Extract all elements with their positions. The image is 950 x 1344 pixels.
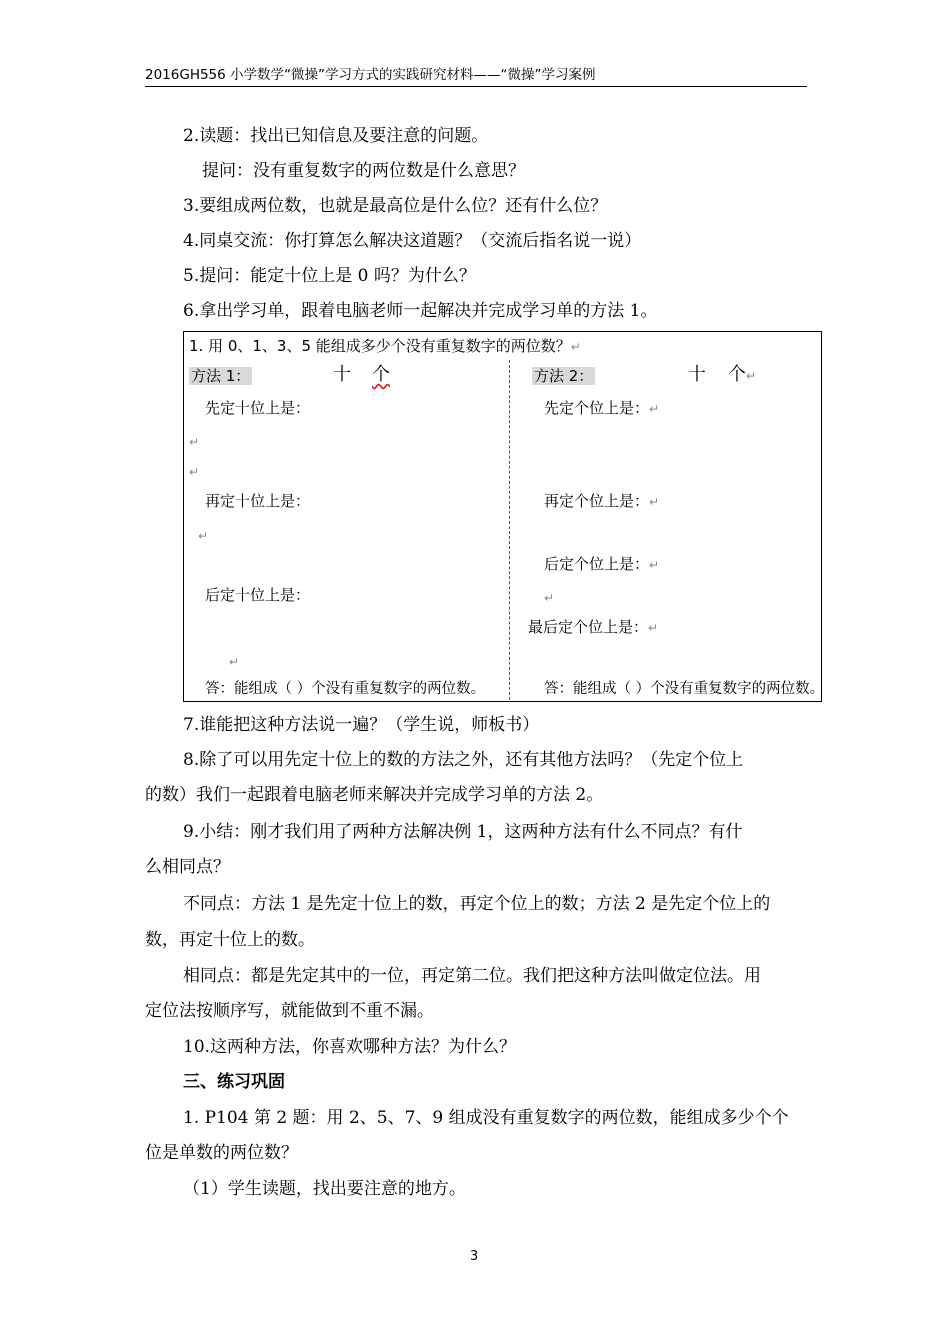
similarity-line-1: 相同点：都是先定其中的一位，再定第二位。我们把这种方法叫做定位法。用 xyxy=(183,966,761,986)
method-2-ones-heading: 个↵ xyxy=(728,364,757,385)
paragraph-8-line-1: 8.除了可以用先定十位上的数的方法之外，还有其他方法吗？（先定个位上 xyxy=(183,750,744,770)
return-mark: ↵ xyxy=(229,655,240,669)
method-1-step-1: 先定十位上是： xyxy=(205,399,311,417)
paragraph-9-line-2: 么相同点？ xyxy=(145,857,230,877)
worksheet-box xyxy=(183,331,825,702)
paragraph-2: 2.读题：找出已知信息及要注意的问题。 xyxy=(183,126,489,146)
method-1-tens-heading: 十 xyxy=(333,364,351,385)
return-mark: ↵ xyxy=(544,591,555,605)
paragraph-question: 提问：没有重复数字的两位数是什么意思？ xyxy=(202,161,525,181)
method-2-step-4: 最后定个位上是：↵ xyxy=(528,618,659,636)
method-2-answer: 答：能组成（ ）个没有重复数字的两位数。 xyxy=(544,681,825,697)
method-1-label: 方法 1： xyxy=(191,367,251,385)
method-2-tens-heading: 十 xyxy=(688,364,706,385)
page-number: 3 xyxy=(470,1249,479,1264)
method-2-label: 方法 2： xyxy=(534,367,594,385)
return-mark: ↵ xyxy=(198,529,209,543)
header-rule xyxy=(145,86,807,87)
paragraph-6: 6.拿出学习单，跟着电脑老师一起解决并完成学习单的方法 1。 xyxy=(183,301,658,321)
method-1-answer: 答：能组成（ ）个没有重复数字的两位数。 xyxy=(205,681,486,697)
exercise-1-step-1: （1）学生读题，找出要注意的地方。 xyxy=(183,1179,466,1199)
paragraph-3: 3.要组成两位数，也就是最高位是什么位？还有什么位？ xyxy=(183,196,608,216)
exercise-1-line-1: 1. P104 第 2 题：用 2、5、7、9 组成没有重复数字的两位数，能组成多少个个 xyxy=(183,1108,789,1128)
exercise-1-line-2: 位是单数的两位数？ xyxy=(145,1143,298,1163)
method-1-step-2: 再定十位上是： xyxy=(205,492,311,510)
method-2-step-3: 后定个位上是：↵ xyxy=(544,555,660,573)
paragraph-9-line-1: 9.小结：刚才我们用了两种方法解决例 1，这两种方法有什么不同点？有什 xyxy=(183,822,743,842)
method-1-ones-heading: 个 xyxy=(372,364,390,385)
paragraph-7: 7.谁能把这种方法说一遍？（学生说，师板书） xyxy=(183,715,540,735)
page-header: 2016GH556 小学数学“微操”学习方式的实践研究材料——“微操”学习案例 xyxy=(145,67,596,83)
similarity-line-2: 定位法按顺序写，就能做到不重不漏。 xyxy=(145,1001,434,1021)
method-2-step-1: 先定个位上是：↵ xyxy=(544,399,660,417)
return-mark: ↵ xyxy=(189,435,200,449)
difference-line-1: 不同点：方法 1 是先定十位上的数，再定个位上的数；方法 2 是先定个位上的 xyxy=(183,894,771,914)
difference-line-2: 数，再定十位上的数。 xyxy=(145,930,315,950)
worksheet-divider xyxy=(509,360,510,700)
section-heading-practice: 三、练习巩固 xyxy=(183,1072,285,1092)
worksheet-title: 1. 用 0、1、3、5 能组成多少个没有重复数字的两位数？↵ xyxy=(189,337,581,355)
paragraph-5: 5.提问：能定十位上是 0 吗？为什么？ xyxy=(183,266,476,286)
paragraph-8-line-2: 的数）我们一起跟着电脑老师来解决并完成学习单的方法 2。 xyxy=(145,785,604,805)
method-2-step-2: 再定个位上是：↵ xyxy=(544,492,660,510)
return-mark: ↵ xyxy=(189,465,200,479)
paragraph-4: 4.同桌交流：你打算怎么解决这道题？（交流后指名说一说） xyxy=(183,231,642,251)
method-1-step-3: 后定十位上是： xyxy=(205,586,311,604)
paragraph-10: 10.这两种方法，你喜欢哪种方法？为什么？ xyxy=(183,1037,517,1057)
